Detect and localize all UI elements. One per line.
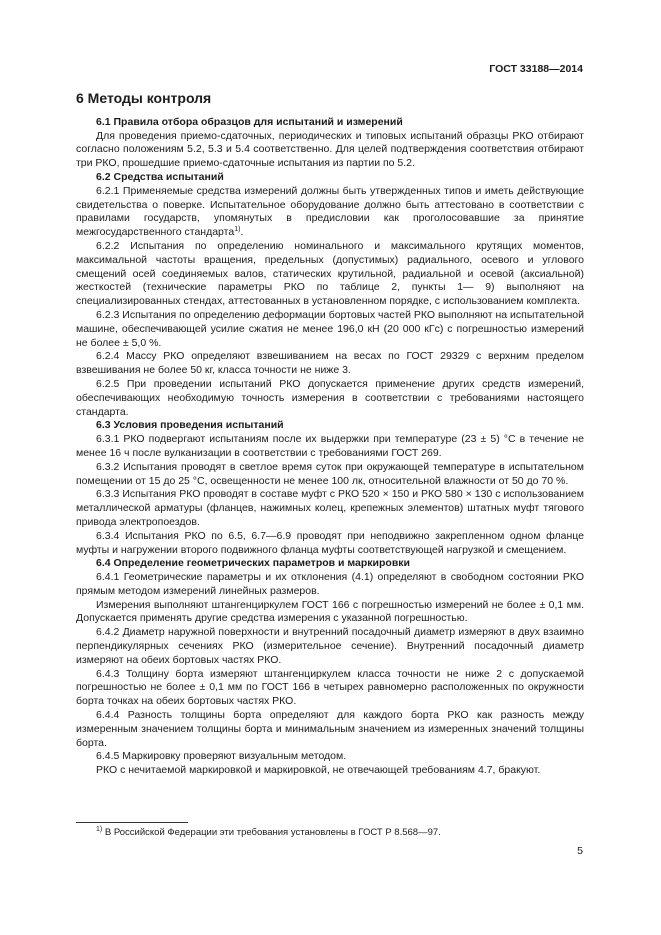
document-code: ГОСТ 33188—2014 — [489, 63, 583, 75]
paragraph: 6.3.3 Испытания РКО проводят в составе муфт с РКО 520 × 150 и РКО 580 × 130 с использованием металлической арматуры (фланцев, нажимных колец, крепежных элементов) штатных муфт тягового привода электропоездов. — [76, 488, 584, 528]
section-title: 6 Методы контроля — [76, 90, 212, 106]
footnote-reference: 1) — [234, 226, 241, 234]
paragraph: Измерения выполняют штангенциркулем ГОСТ 166 с погрешностью измерений не более ± 0,1 мм. Допускается применять другие средства измерения с указанной погрешностью. — [76, 598, 584, 625]
paragraph: 6.2.5 При проведении испытаний РКО допускается применение других средств измерений, обеспечивающих необходимую точность измерения в соответствии с требованиями настоящего стандарта. — [76, 377, 584, 418]
paragraph: 6.4.5 Маркировку проверяют визуальным методом. — [96, 750, 347, 763]
paragraph: 6.2.3 Испытания по определению деформации бортовых частей РКО выполняют на испытательной машине, обеспечивающей усилие сжатия не менее 196,0 кН (20 000 кГс) с погрешностью измерений не более ± 5,0 %. — [76, 308, 584, 349]
page-content — [76, 92, 584, 778]
subsection-title-6-3: 6.3 Условия проведения испытаний — [96, 419, 284, 432]
paragraph: 6.4.3 Толщину борта измеряют штангенциркулем класса точности не ниже 2 с допускаемой погрешностью не более ± 0,1 мм по ГОСТ 166 в четырех равномерно расположенных по окружности борта точках на обеих бортовых частях РКО. — [76, 667, 584, 708]
subsection-title-6-1: 6.1 Правила отбора образцов для испытаний и измерений — [96, 115, 403, 128]
paragraph: 6.3.1 РКО подвергают испытаниям после их выдержки при температуре (23 ± 5) °С в течение не менее 16 ч после вулканизации в соответствии с требованиями ГОСТ 269. — [76, 433, 584, 459]
paragraph: 6.3.4 Испытания РКО по 6.5, 6.7—6.9 проводят при неподвижно закрепленном одном фланце муфты и нагружении второго подвижного фланца муфты соответствующей нагрузкой и смещением. — [76, 529, 584, 556]
paragraph-text: 6.2.1 Применяемые средства измерений должны быть утвержденных типов и иметь действующие свидетельства о поверке. Испытательное оборудование должно быть аттестовано в соответствии с правилами государств, упомянутых в предисловии как проголосовавшие за принятие межгосударственного стандарта — [76, 184, 584, 239]
paragraph: 6.4.2 Диаметр наружной поверхности и внутренний посадочный диаметр измеряют в двух взаимно перпендикулярных сечениях РКО (измерительное сечение). Внутренний посадочный диаметр измеряют на обеих бортовых частях РКО. — [76, 626, 584, 666]
paragraph: 6.4.1 Геометрические параметры и их отклонения (4.1) определяют в свободном состоянии РКО прямым методом измерений линейных размеров. — [76, 571, 584, 597]
paragraph: 6.2.2 Испытания по определению номинального и максимального крутящих моментов, максимальной частоты вращения, предельных (допустимых) радиального, осевого и углового смещений осей соединяемых валов, статических крутильной, радиальной и осевой (аксиальной) жесткостей (технические параметры РКО по таблице 2, пункты 1— 9) выполняют на специализированных стендах, аттестованных в установленном порядке, с использованием комплекта. — [76, 239, 584, 308]
paragraph: Для проведения приемо-сдаточных, периодических и типовых испытаний образцы РКО отбирают согласно положениям 5.2, 5.3 и 5.4 соответственно. Для целей подтверждения соответствия отбирают три РКО, прошедшие приемо-сдаточные испытания из партии по 5.2. — [76, 129, 584, 170]
footnote — [76, 827, 584, 838]
paragraph: РКО с нечитаемой маркировкой и маркировкой, не отвечающей требованиям 4.7, бракуют. — [96, 764, 541, 777]
paragraph — [76, 185, 584, 240]
footnote-mark: 1) — [96, 826, 103, 833]
paragraph: 6.4.4 Разность толщины борта определяют для каждого борта РКО как разность между измеренным значением толщины борта и минимальным значением из измеренных значений толщины борта. — [76, 709, 584, 749]
page-number: 5 — [577, 845, 583, 857]
subsection-title-6-4: 6.4 Определение геометрических параметров и маркировки — [96, 557, 410, 570]
footnote-separator — [76, 822, 188, 823]
paragraph: 6.2.4 Массу РКО определяют взвешиванием на весах по ГОСТ 29329 с верхним пределом взвешивания не более 50 кг, класса точности не ниже 3. — [76, 350, 584, 377]
paragraph: 6.3.2 Испытания проводят в светлое время суток при окружающей температуре в испытательном помещении от 15 до 25 °С, освещенности не менее 100 лк, относительной влажности от 50 до 70 %. — [76, 460, 584, 487]
paragraph-end: . — [240, 226, 244, 239]
subsection-title-6-2: 6.2 Средства испытаний — [96, 170, 224, 183]
footnote-text: В Российской Федерации эти требования установлены в ГОСТ Р 8.568—97. — [102, 827, 441, 838]
